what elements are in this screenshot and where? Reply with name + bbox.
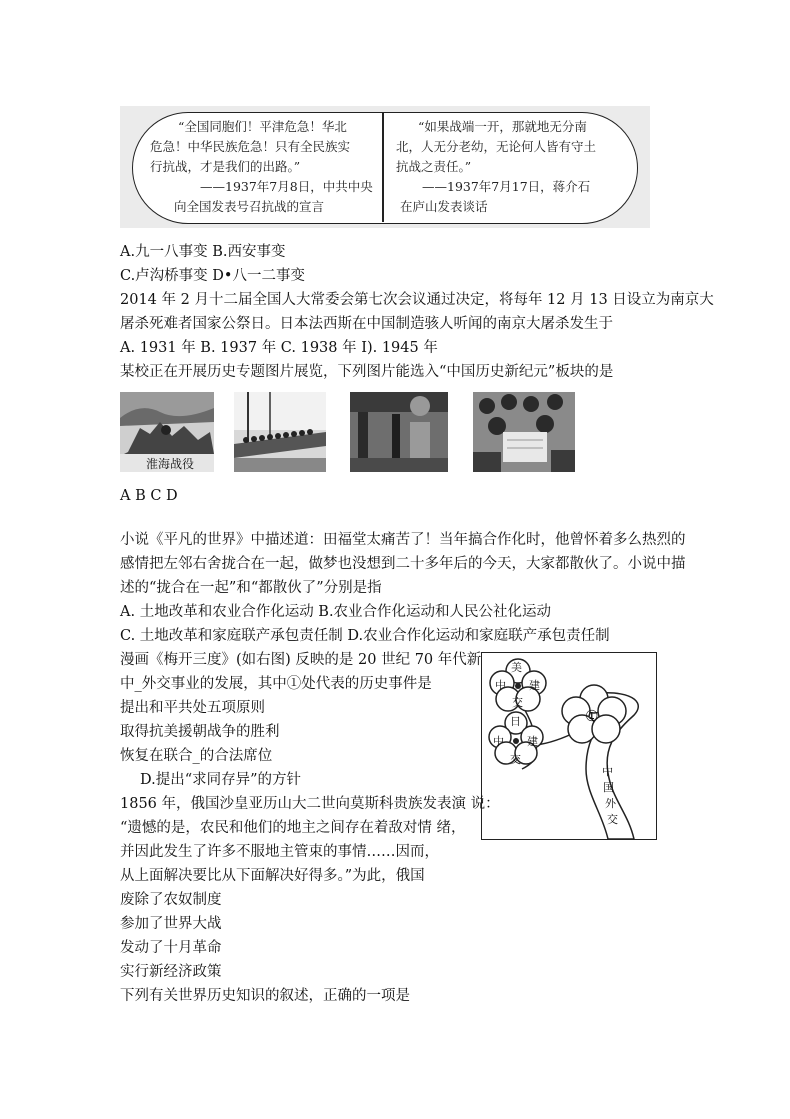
quote-right-line: 北，人无分老幼，无论何人皆有守土 [396,139,597,154]
branch-char: 外 [605,797,616,810]
quote-left-line: 向全国发表号召抗战的宣言 [174,199,325,214]
q6-stem-line4: 从上面解决要比从下面解决好得多。”为此，俄国 [120,868,425,884]
diagram-drawing [482,653,656,839]
quote-left-line: 行抗战，才是我们的出路。” [150,159,301,174]
plum-blossom-diagram [481,652,657,840]
mid-flower-char: 交 [510,753,521,766]
q3-options: A B C D [120,488,178,504]
q4-option-ab: A. 土地改革和农业合作化运动 B.农业合作化运动和人民公社化运动 [120,604,552,620]
photo-c [350,392,448,472]
top-flower-char: 交 [512,696,523,709]
q5-option-b: 取得抗美援朝战争的胜利 [120,724,280,740]
mid-flower-char: 日 [510,715,521,728]
quote-right-line: ——1937年7月17日，蒋介石 [422,179,591,194]
photo-a-caption: 淮海战役 [146,457,195,471]
q6-stem-line1: 1856 年，俄国沙皇亚历山大二世向莫斯科贵族发表演 说： [120,796,500,812]
q4-stem-line3: 述的“拢合在一起”和“都散伙了”分别是指 [120,580,382,596]
mid-flower-char: 中 [493,735,504,748]
quote-right-line: “如果战端一开，那就地无分南 [418,119,587,134]
q6-option-b: 参加了世界大战 [120,916,222,932]
quote-left-line: ——1937年7月8日，中共中央 [200,179,373,194]
q3-stem: 某校正在开展历史专题图片展览，下列图片能选入“中国历史新纪元”板块的是 [120,364,614,380]
q1-options-line2: C.卢沟桥事变 D•八一二事变 [120,268,305,284]
q4-option-cd: C. 土地改革和家庭联产承包责任制 D.农业合作化运动和家庭联产承包责任制 [120,628,610,644]
branch-char: 交 [607,813,618,826]
q4-stem-line1: 小说《平凡的世界》中描述道：田福堂太痛苦了！当年搞合作化时，他曾怀着多么热烈的 [120,532,686,548]
quote-right-line: 在庐山发表谈话 [400,199,488,214]
q5-option-c: 恢复在联合_的合法席位 [120,748,273,764]
top-flower-char: 中 [495,679,506,692]
q6-option-c: 发动了十月革命 [120,940,222,956]
photo-b [234,392,326,472]
q4-stem-line2: 感情把左邻右舍拢合在一起，做梦也没想到二十多年后的今天，大家都散伙了。小说中描 [120,556,686,572]
quote-right-line: 抗战之责任。” [396,159,472,174]
q6-stem-line3: 并因此发生了许多不服地主管束的事情……因而， [120,844,439,860]
q7-stem: 下列有关世界历史知识的叙述，正确的一项是 [120,988,410,1004]
photo-d [473,392,575,472]
q2-options: A. 1931 年 B. 1937 年 C. 1938 年 I). 1945 年 [120,340,438,356]
branch-char: 中 [602,765,613,778]
q6-option-d: 实行新经济政策 [120,964,222,980]
q1-options-line1: A.九一八事变 B.西安事变 [120,244,286,260]
top-flower-char: 美 [511,661,522,674]
q5-option-d: D.提出“求同存异”的方针 [140,772,302,788]
branch-char: 国 [603,781,614,794]
quote-box [120,106,650,228]
top-flower-char: 建 [529,679,540,692]
q2-stem-line2: 屠杀死难者国家公祭日。日本法西斯在中国制造骇人听闻的南京大屠杀发生于 [120,316,613,332]
mid-flower-char: 建 [527,735,538,748]
q5-option-a: 提出和平共处五项原则 [120,700,265,716]
q6-stem-line2: “遗憾的是，农民和他们的地主之间存在着敌对情 绪， [120,820,466,836]
center-flower-label: ① [585,707,599,725]
quote-left-line: “全国同胞们！平津危急！华北 [178,119,347,134]
photo-a [120,392,214,472]
q6-option-a: 废除了农奴制度 [120,892,222,908]
q2-stem-line1: 2014 年 2 月十二届全国人大常委会第七次会议通过决定，将每年 12 月 13 日设立为南京大 [120,292,714,308]
q5-stem-line2: 中_外交事业的发展，其中①处代表的历史事件是 [120,676,432,692]
q5-stem-line1: 漫画《梅开三度》(如右图) 反映的是 20 世纪 70 年代新 [120,652,482,668]
quote-left-line: 危急！中华民族危急！只有全民族实 [150,139,351,154]
quote-divider [382,112,384,222]
